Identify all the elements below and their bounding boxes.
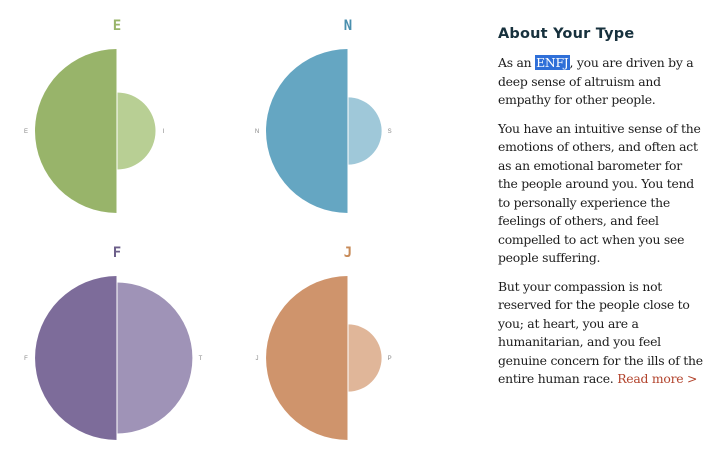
left-label: N <box>254 129 260 135</box>
panel-title: About Your Type <box>498 26 635 42</box>
right-label: S <box>387 129 392 135</box>
right-half <box>348 324 382 391</box>
left-label: E <box>23 129 29 135</box>
type-highlight: ENFJ <box>536 55 569 70</box>
right-half <box>117 92 156 169</box>
paragraph-3 <box>498 278 703 389</box>
type-letter: N <box>343 18 353 34</box>
left-half <box>35 276 117 440</box>
chart-f <box>24 245 202 440</box>
p3-text: But your compassion is not reserved for the people close to you; at heart, you are a humanitarian, and you feel genuine concern for the ills of the entire human race. <box>498 278 703 386</box>
right-label: T <box>198 356 203 362</box>
p1-before: As an <box>498 55 536 70</box>
left-half <box>266 49 348 213</box>
left-label: J <box>255 356 259 362</box>
right-half <box>348 97 382 164</box>
about-panel <box>498 26 703 399</box>
chart-n <box>255 18 392 213</box>
paragraph-1 <box>498 54 703 110</box>
left-half <box>266 276 348 440</box>
p1-after: , you are driven by a deep sense of altruism and empathy for other people. <box>498 55 694 107</box>
chart-e <box>24 18 165 213</box>
right-half <box>117 283 192 434</box>
left-label: F <box>24 356 28 362</box>
type-letter: F <box>112 245 122 261</box>
right-label: I <box>162 129 165 135</box>
type-letter: J <box>343 245 353 261</box>
chart-j <box>256 245 392 440</box>
type-letter: E <box>112 18 122 34</box>
paragraph-2: You have an intuitive sense of the emotions of others, and often act as an emotional barometer for the people around you. You tend to personally experience the feelings of others, and feel compelled to act when you see people suffering. <box>498 120 701 265</box>
read-more-link[interactable]: Read more > <box>617 371 698 386</box>
left-half <box>35 49 117 213</box>
right-label: P <box>387 356 392 362</box>
